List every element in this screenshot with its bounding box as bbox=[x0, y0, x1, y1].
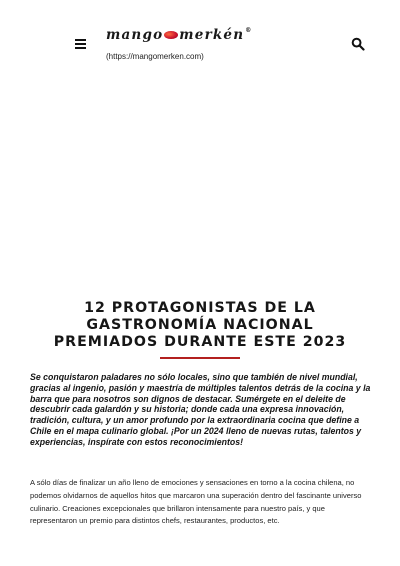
site-header bbox=[0, 0, 400, 66]
site-url-link[interactable]: (https://mangomerken.com) bbox=[106, 52, 204, 61]
article-title: 12 PROTAGONISTAS DE LA GASTRONOMÍA NACIONAL PREMIADOS DURANTE ESTE 2023 bbox=[53, 300, 347, 350]
article-body: A sólo días de finalizar un año lleno de emociones y sensaciones en torno a la cocina chilena, no podemos olvidarnos de aquellos hitos que marcaron una superación dentro del fascinante universo culinario. Creaciones excepcionales que brillaron intensamente para nuestro país, y que representaron un premio para distintos chefs, restaurantes, productos, etc. bbox=[30, 478, 362, 526]
logo-text-right: merkén bbox=[179, 27, 245, 43]
article-intro: Se conquistaron paladares no sólo locales, sino que también de nivel mundial, gracias al ingenio, pasión y maestría de múltiples talentos detrás de la cocina y la barra que para nosotros son dignos de destacar. Sumérgete en el deleite de descubrir cada galardón y su historia; donde cada una expresa innovación, tradición, cultura, y un amor profundo por la extraordinaria cocina que define a Chile en el mapa culinario global. ¡Por un 2024 lleno de nuevas rutas, talentos y experiencias, inspírate con estos reconocimientos! bbox=[30, 372, 371, 447]
hero-image-area bbox=[0, 70, 400, 295]
search-icon[interactable] bbox=[351, 36, 365, 50]
registered-mark: ® bbox=[245, 27, 253, 34]
title-divider bbox=[160, 357, 240, 359]
site-logo[interactable] bbox=[106, 27, 253, 49]
chili-logo-icon bbox=[164, 31, 178, 39]
logo-text-left: mango bbox=[106, 27, 164, 43]
hamburger-menu-icon[interactable] bbox=[75, 38, 87, 50]
search-icon-svg bbox=[351, 37, 365, 51]
